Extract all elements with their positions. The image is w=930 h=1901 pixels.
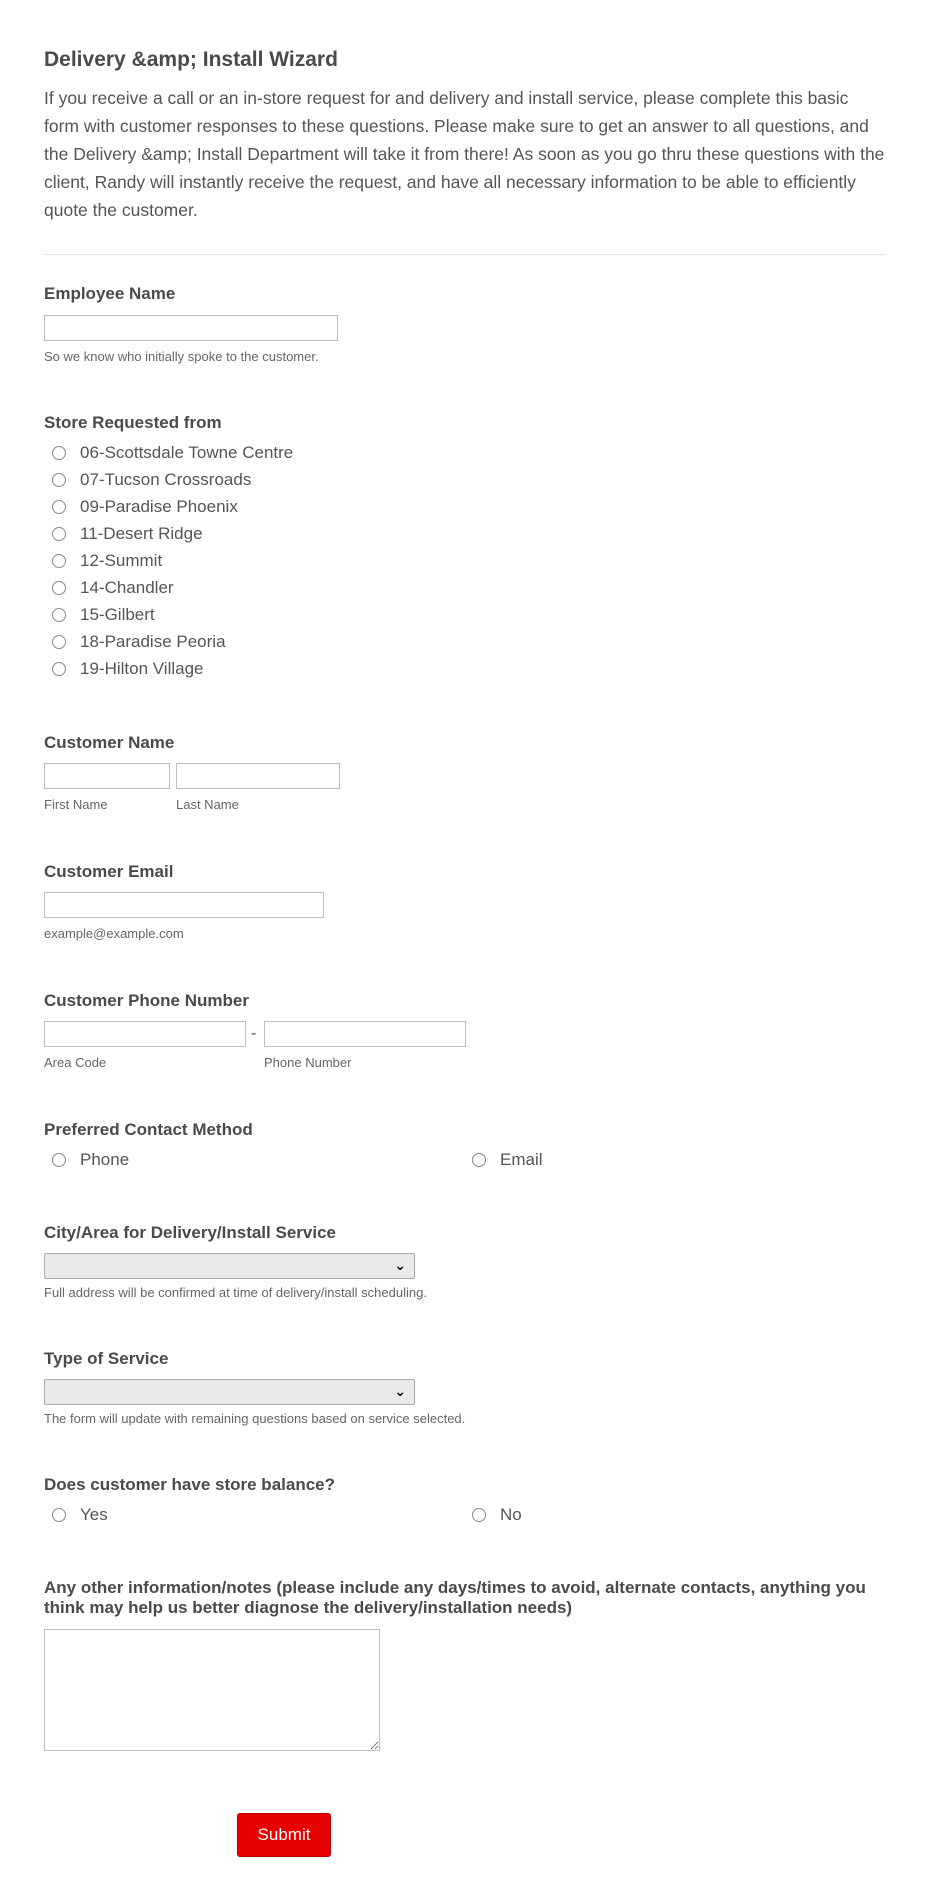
chevron-down-icon: ⌄ — [394, 1383, 406, 1399]
last-name-hint: Last Name — [176, 797, 239, 812]
radio-icon[interactable] — [52, 446, 66, 460]
store-option-18[interactable]: 18-Paradise Peoria — [52, 632, 226, 652]
city-hint: Full address will be confirmed at time of delivery/install scheduling. — [44, 1285, 427, 1300]
area-code-input[interactable] — [44, 1021, 246, 1047]
radio-icon[interactable] — [52, 608, 66, 622]
store-option-11[interactable]: 11-Desert Ridge — [52, 524, 203, 544]
store-option-15[interactable]: 15-Gilbert — [52, 605, 155, 625]
store-option-07[interactable]: 07-Tucson Crossroads — [52, 470, 251, 490]
contact-method-label: Preferred Contact Method — [44, 1120, 253, 1139]
store-option-06[interactable]: 06-Scottsdale Towne Centre — [52, 443, 293, 463]
store-option-12[interactable]: 12-Summit — [52, 551, 162, 571]
last-name-input[interactable] — [176, 763, 340, 789]
radio-icon[interactable] — [52, 500, 66, 514]
email-hint: example@example.com — [44, 926, 184, 941]
balance-option-yes[interactable]: Yes — [52, 1505, 108, 1525]
first-name-hint: First Name — [44, 797, 108, 812]
store-option-09[interactable]: 09-Paradise Phoenix — [52, 497, 238, 517]
section-divider — [44, 254, 886, 255]
service-hint: The form will update with remaining questions based on service selected. — [44, 1411, 466, 1426]
customer-name-label: Customer Name — [44, 733, 175, 752]
submit-button[interactable]: Submit — [237, 1813, 331, 1857]
radio-icon[interactable] — [52, 581, 66, 595]
store-option-19[interactable]: 19-Hilton Village — [52, 659, 203, 679]
contact-option-phone[interactable]: Phone — [52, 1150, 129, 1170]
page-title: Delivery &amp; Install Wizard — [44, 48, 338, 71]
radio-icon[interactable] — [52, 527, 66, 541]
chevron-down-icon: ⌄ — [394, 1257, 406, 1273]
radio-icon[interactable] — [52, 554, 66, 568]
first-name-input[interactable] — [44, 763, 170, 789]
employee-name-label: Employee Name — [44, 284, 176, 303]
area-code-hint: Area Code — [44, 1055, 107, 1070]
store-label: Store Requested from — [44, 413, 222, 432]
email-field[interactable] — [44, 892, 324, 918]
balance-option-no[interactable]: No — [472, 1505, 522, 1525]
page-intro: If you receive a call or an in-store request for and delivery and install service, please complete this basic form with customer responses to these questions. Please make sure to get an answer to all questions, and the Delivery &amp; Install Department will take it from there! As soon as you go thru these questions with the client, Randy will instantly receive the request, and have all necessary information to be able to efficiently quote the customer. — [44, 88, 885, 220]
contact-option-email[interactable]: Email — [472, 1150, 543, 1170]
store-option-14[interactable]: 14-Chandler — [52, 578, 174, 598]
radio-icon[interactable] — [52, 1508, 66, 1522]
notes-textarea[interactable] — [44, 1629, 380, 1751]
radio-icon[interactable] — [52, 635, 66, 649]
notes-label: Any other information/notes (please include any days/times to avoid, alternate contacts, anything you think may help us better diagnose the delivery/installation needs) — [44, 1578, 866, 1617]
customer-phone-label: Customer Phone Number — [44, 991, 249, 1010]
phone-separator: - — [251, 1025, 257, 1042]
radio-icon[interactable] — [52, 1153, 66, 1167]
employee-name-hint: So we know who initially spoke to the customer. — [44, 349, 319, 364]
city-select[interactable] — [44, 1253, 415, 1279]
service-select[interactable] — [44, 1379, 415, 1405]
city-label: City/Area for Delivery/Install Service — [44, 1223, 336, 1242]
radio-icon[interactable] — [472, 1153, 486, 1167]
employee-name-input[interactable] — [44, 315, 338, 341]
customer-email-label: Customer Email — [44, 862, 174, 881]
phone-number-hint: Phone Number — [264, 1055, 352, 1070]
phone-number-input[interactable] — [264, 1021, 466, 1047]
balance-label: Does customer have store balance? — [44, 1475, 336, 1494]
radio-icon[interactable] — [52, 473, 66, 487]
service-label: Type of Service — [44, 1349, 169, 1368]
radio-icon[interactable] — [52, 662, 66, 676]
radio-icon[interactable] — [472, 1508, 486, 1522]
